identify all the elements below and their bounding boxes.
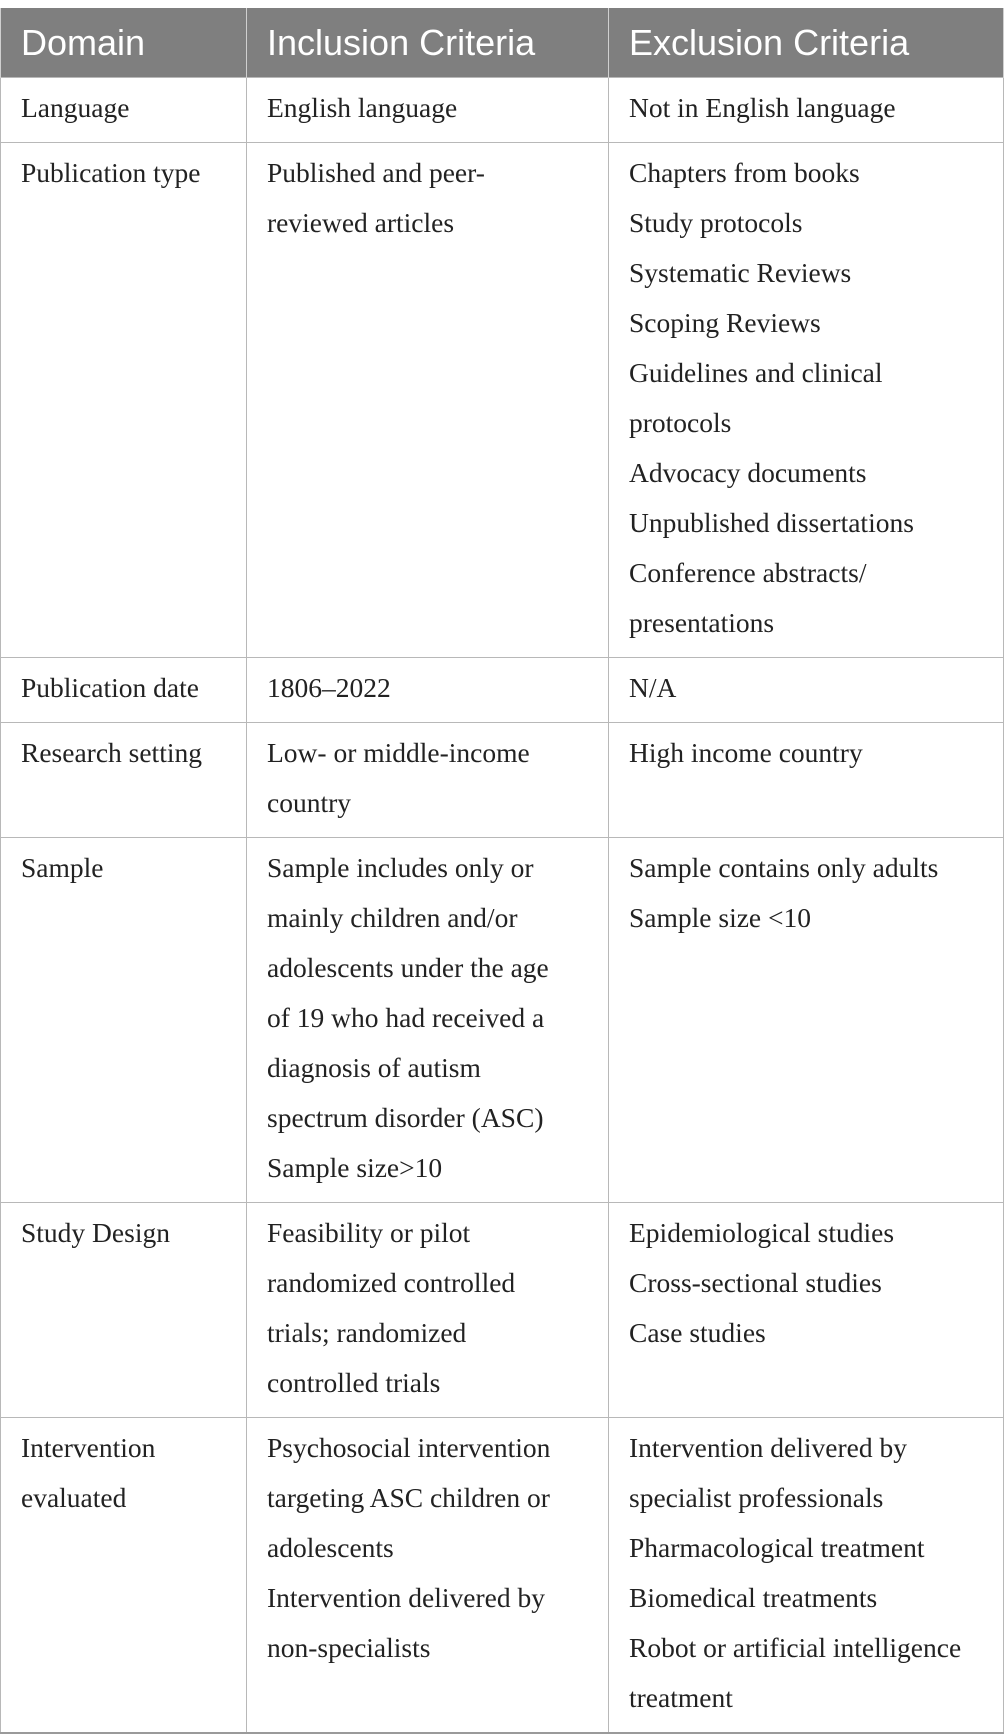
criteria-table [0, 8, 1004, 1734]
inclusion-cell [247, 723, 609, 838]
inclusion-line: Sample size>10 [267, 1152, 443, 1183]
exclusion-cell [609, 1418, 1004, 1734]
domain-line: Sample [21, 852, 104, 883]
header-exclusion-criteria: Exclusion Criteria [609, 8, 1004, 78]
exclusion-line: Study protocols [629, 207, 803, 238]
inclusion-line: Intervention delivered by [267, 1582, 545, 1613]
exclusion-line: Intervention delivered by [629, 1432, 907, 1463]
inclusion-line: Published and peer- [267, 157, 485, 188]
inclusion-cell [247, 658, 609, 723]
inclusion-line: English language [267, 92, 458, 123]
criteria-table-container [0, 8, 1003, 1734]
domain-cell [1, 658, 247, 723]
table-row [1, 1203, 1004, 1418]
inclusion-line: adolescents [267, 1532, 394, 1563]
table-row [1, 78, 1004, 143]
exclusion-line: Advocacy documents [629, 457, 867, 488]
exclusion-line: Cross-sectional studies [629, 1267, 882, 1298]
inclusion-line: of 19 who had received a [267, 1002, 545, 1033]
domain-line: Publication date [21, 672, 199, 703]
table-header [1, 8, 1004, 78]
exclusion-line: Pharmacological treatment [629, 1532, 925, 1563]
exclusion-line: Unpublished dissertations [629, 507, 914, 538]
inclusion-line: targeting ASC children or [267, 1482, 550, 1513]
inclusion-line: mainly children and/or [267, 902, 518, 933]
exclusion-line: Biomedical treatments [629, 1582, 878, 1613]
domain-line: evaluated [21, 1482, 127, 1513]
exclusion-cell [609, 143, 1004, 658]
table-body [1, 78, 1004, 1734]
inclusion-line: randomized controlled [267, 1267, 516, 1298]
domain-cell [1, 78, 247, 143]
table-row [1, 723, 1004, 838]
header-inclusion-criteria: Inclusion Criteria [247, 8, 609, 78]
exclusion-line: Sample contains only adults [629, 852, 939, 883]
inclusion-line: country [267, 787, 352, 818]
domain-cell [1, 723, 247, 838]
exclusion-cell [609, 838, 1004, 1203]
domain-line: Intervention [21, 1432, 156, 1463]
exclusion-cell [609, 723, 1004, 838]
table-row [1, 143, 1004, 658]
inclusion-line: diagnosis of autism [267, 1052, 481, 1083]
exclusion-line: Guidelines and clinical [629, 357, 883, 388]
exclusion-line: Case studies [629, 1317, 766, 1348]
inclusion-line: Sample includes only or [267, 852, 534, 883]
inclusion-line: 1806–2022 [267, 672, 391, 703]
exclusion-line: Conference abstracts/ [629, 557, 867, 588]
inclusion-cell [247, 838, 609, 1203]
domain-cell [1, 1418, 247, 1734]
exclusion-line: N/A [629, 672, 677, 703]
table-row [1, 838, 1004, 1203]
inclusion-cell [247, 1418, 609, 1734]
header-domain: Domain [1, 8, 247, 78]
table-row [1, 658, 1004, 723]
domain-cell [1, 838, 247, 1203]
domain-line: Study Design [21, 1217, 170, 1248]
inclusion-line: trials; randomized [267, 1317, 467, 1348]
inclusion-line: Psychosocial intervention [267, 1432, 551, 1463]
inclusion-line: adolescents under the age [267, 952, 549, 983]
domain-line: Publication type [21, 157, 201, 188]
domain-cell [1, 143, 247, 658]
domain-line: Research setting [21, 737, 202, 768]
inclusion-cell [247, 143, 609, 658]
domain-line: Language [21, 92, 130, 123]
inclusion-line: non-specialists [267, 1632, 431, 1663]
exclusion-line: presentations [629, 607, 775, 638]
exclusion-line: protocols [629, 407, 732, 438]
inclusion-line: Feasibility or pilot [267, 1217, 471, 1248]
inclusion-line: reviewed articles [267, 207, 455, 238]
exclusion-line: specialist professionals [629, 1482, 884, 1513]
exclusion-line: Robot or artificial intelligence [629, 1632, 962, 1663]
exclusion-line: Scoping Reviews [629, 307, 821, 338]
inclusion-cell [247, 78, 609, 143]
exclusion-line: Systematic Reviews [629, 257, 852, 288]
exclusion-cell [609, 658, 1004, 723]
domain-cell [1, 1203, 247, 1418]
inclusion-line: controlled trials [267, 1367, 441, 1398]
exclusion-line: Not in English language [629, 92, 896, 123]
exclusion-line: treatment [629, 1682, 733, 1713]
exclusion-cell [609, 1203, 1004, 1418]
exclusion-line: Epidemiological studies [629, 1217, 895, 1248]
exclusion-line: Chapters from books [629, 157, 860, 188]
inclusion-line: Low- or middle-income [267, 737, 530, 768]
inclusion-line: spectrum disorder (ASC) [267, 1102, 544, 1133]
exclusion-cell [609, 78, 1004, 143]
inclusion-cell [247, 1203, 609, 1418]
header-row [1, 8, 1004, 78]
exclusion-line: Sample size <10 [629, 902, 811, 933]
exclusion-line: High income country [629, 737, 863, 768]
table-row [1, 1418, 1004, 1734]
